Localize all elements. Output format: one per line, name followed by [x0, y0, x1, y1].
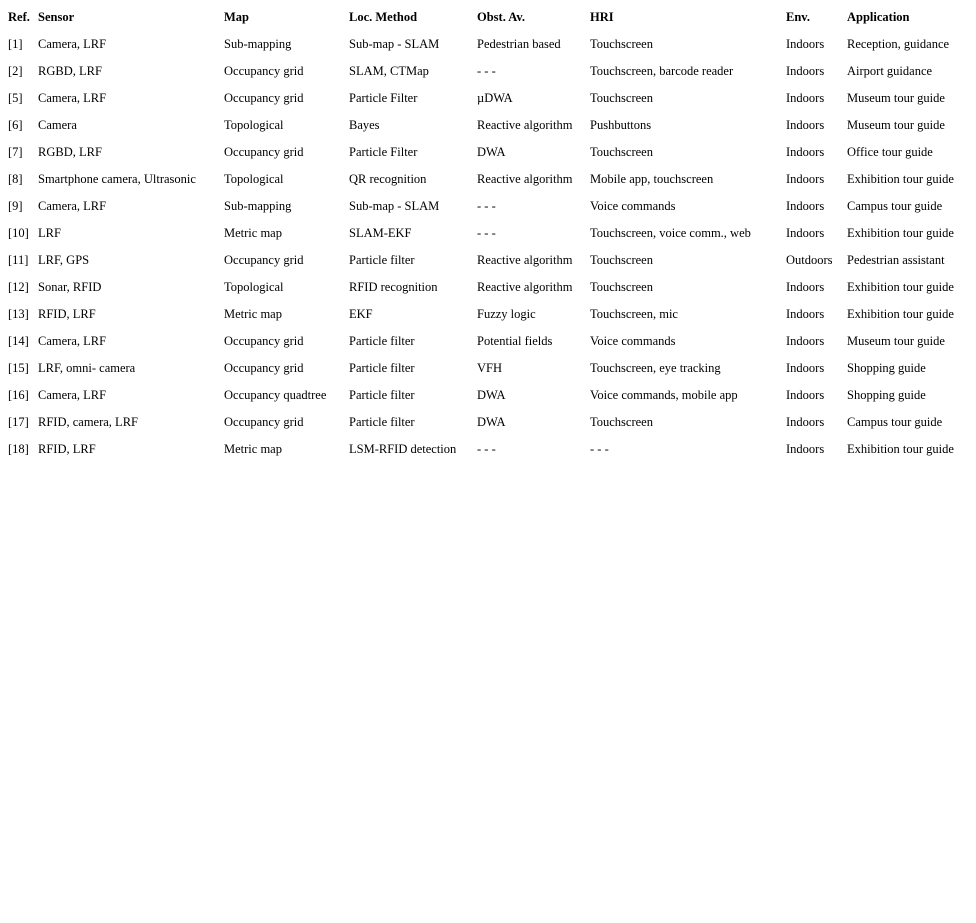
cell-env: Indoors: [786, 415, 825, 429]
comparison-table-container: [4, 4, 972, 463]
cell-obst-av: - - -: [477, 64, 496, 78]
cell-obst-av: Reactive algorithm: [477, 253, 573, 267]
cell-obst-av: VFH: [477, 361, 503, 375]
cell-sensor: Sonar, RFID: [38, 280, 102, 294]
cell-map: Topological: [224, 118, 284, 132]
table-row: [4, 166, 972, 193]
cell-ref: [18]: [8, 442, 29, 456]
cell-obst-av: µDWA: [477, 91, 513, 105]
cell-obst-av: Reactive algorithm: [477, 172, 573, 186]
cell-loc-method: Sub-map - SLAM: [349, 199, 440, 213]
cell-env: Indoors: [786, 334, 825, 348]
cell-application: Office tour guide: [847, 145, 933, 159]
cell-sensor: LRF, GPS: [38, 253, 90, 267]
header-hri: HRI: [590, 10, 614, 24]
cell-ref: [14]: [8, 334, 29, 348]
cell-application: Airport guidance: [847, 64, 933, 78]
cell-env: Indoors: [786, 442, 825, 456]
table-row: [4, 274, 972, 301]
cell-ref: [12]: [8, 280, 29, 294]
cell-hri: Mobile app, touchscreen: [590, 172, 714, 186]
table-row: [4, 436, 972, 463]
cell-sensor: RFID, camera, LRF: [38, 415, 138, 429]
cell-hri: Touchscreen: [590, 37, 653, 51]
cell-hri: Pushbuttons: [590, 118, 652, 132]
cell-loc-method: Particle filter: [349, 361, 415, 375]
cell-obst-av: DWA: [477, 388, 506, 402]
cell-map: Occupancy grid: [224, 64, 304, 78]
cell-loc-method: SLAM, CTMap: [349, 64, 429, 78]
cell-obst-av: Potential fields: [477, 334, 553, 348]
cell-map: Metric map: [224, 226, 282, 240]
cell-sensor: RGBD, LRF: [38, 145, 102, 159]
cell-hri: Touchscreen: [590, 145, 653, 159]
cell-application: Shopping guide: [847, 388, 926, 402]
cell-hri: Touchscreen, barcode reader: [590, 64, 734, 78]
cell-application: Museum tour guide: [847, 334, 945, 348]
table-body: [4, 31, 972, 463]
cell-obst-av: - - -: [477, 199, 496, 213]
cell-loc-method: Particle Filter: [349, 91, 418, 105]
cell-sensor: RGBD, LRF: [38, 64, 102, 78]
table-row: [4, 31, 972, 58]
cell-loc-method: EKF: [349, 307, 373, 321]
cell-map: Sub-mapping: [224, 199, 292, 213]
table-row: [4, 355, 972, 382]
cell-application: Museum tour guide: [847, 91, 945, 105]
cell-hri: Touchscreen, eye tracking: [590, 361, 721, 375]
cell-ref: [1]: [8, 37, 23, 51]
cell-loc-method: LSM-RFID detection: [349, 442, 457, 456]
cell-ref: [8]: [8, 172, 23, 186]
table-row: [4, 139, 972, 166]
cell-ref: [6]: [8, 118, 23, 132]
cell-map: Occupancy grid: [224, 91, 304, 105]
cell-hri: Touchscreen: [590, 415, 653, 429]
header-loc-method: Loc. Method: [349, 10, 418, 24]
cell-application: Pedestrian assistant: [847, 253, 945, 267]
cell-sensor: Camera, LRF: [38, 199, 107, 213]
table-row: [4, 328, 972, 355]
cell-application: Shopping guide: [847, 361, 926, 375]
cell-map: Occupancy grid: [224, 415, 304, 429]
table-row: [4, 193, 972, 220]
cell-hri: Touchscreen: [590, 253, 653, 267]
cell-env: Indoors: [786, 307, 825, 321]
cell-obst-av: - - -: [477, 442, 496, 456]
cell-loc-method: RFID recognition: [349, 280, 438, 294]
cell-hri: Voice commands: [590, 334, 676, 348]
cell-obst-av: Reactive algorithm: [477, 280, 573, 294]
cell-map: Occupancy grid: [224, 145, 304, 159]
cell-env: Indoors: [786, 37, 825, 51]
cell-application: Exhibition tour guide: [847, 442, 954, 456]
cell-env: Indoors: [786, 118, 825, 132]
cell-map: Occupancy quadtree: [224, 388, 327, 402]
cell-hri: Voice commands, mobile app: [590, 388, 738, 402]
cell-sensor: LRF, omni- camera: [38, 361, 136, 375]
header-ref: Ref.: [8, 10, 30, 24]
cell-application: Campus tour guide: [847, 415, 943, 429]
table-row: [4, 247, 972, 274]
cell-env: Indoors: [786, 91, 825, 105]
cell-loc-method: Particle filter: [349, 334, 415, 348]
cell-obst-av: - - -: [477, 226, 496, 240]
cell-env: Indoors: [786, 145, 825, 159]
cell-obst-av: Pedestrian based: [477, 37, 561, 51]
cell-ref: [2]: [8, 64, 23, 78]
cell-ref: [13]: [8, 307, 29, 321]
cell-map: Metric map: [224, 442, 282, 456]
cell-hri: Touchscreen: [590, 280, 653, 294]
cell-sensor: RFID, LRF: [38, 442, 96, 456]
cell-loc-method: Particle Filter: [349, 145, 418, 159]
cell-env: Indoors: [786, 64, 825, 78]
cell-ref: [11]: [8, 253, 29, 267]
cell-ref: [7]: [8, 145, 23, 159]
cell-env: Indoors: [786, 361, 825, 375]
table-row: [4, 409, 972, 436]
cell-ref: [15]: [8, 361, 29, 375]
cell-map: Topological: [224, 280, 284, 294]
cell-obst-av: DWA: [477, 145, 506, 159]
header-map: Map: [224, 10, 249, 24]
cell-application: Exhibition tour guide: [847, 280, 954, 294]
cell-application: Campus tour guide: [847, 199, 943, 213]
cell-sensor: Camera, LRF: [38, 37, 107, 51]
cell-loc-method: Bayes: [349, 118, 380, 132]
cell-map: Topological: [224, 172, 284, 186]
cell-loc-method: Sub-map - SLAM: [349, 37, 440, 51]
table-row: [4, 301, 972, 328]
cell-sensor: Smartphone camera, Ultrasonic: [38, 172, 196, 186]
table-row: [4, 85, 972, 112]
cell-hri: - - -: [590, 442, 609, 456]
cell-obst-av: Reactive algorithm: [477, 118, 573, 132]
cell-loc-method: Particle filter: [349, 253, 415, 267]
cell-obst-av: Fuzzy logic: [477, 307, 536, 321]
cell-hri: Touchscreen, voice comm., web: [590, 226, 751, 240]
table-row: [4, 382, 972, 409]
table-row: [4, 58, 972, 85]
cell-map: Sub-mapping: [224, 37, 292, 51]
cell-obst-av: DWA: [477, 415, 506, 429]
cell-map: Occupancy grid: [224, 253, 304, 267]
cell-loc-method: Particle filter: [349, 415, 415, 429]
cell-env: Indoors: [786, 172, 825, 186]
table-row: [4, 112, 972, 139]
cell-map: Occupancy grid: [224, 361, 304, 375]
cell-ref: [5]: [8, 91, 23, 105]
table-header-row: [4, 4, 972, 31]
cell-application: Exhibition tour guide: [847, 307, 954, 321]
cell-map: Metric map: [224, 307, 282, 321]
cell-map: Occupancy grid: [224, 334, 304, 348]
header-obst-av: Obst. Av.: [477, 10, 526, 24]
cell-sensor: Camera, LRF: [38, 388, 107, 402]
cell-ref: [17]: [8, 415, 29, 429]
header-env: Env.: [786, 10, 810, 24]
cell-ref: [16]: [8, 388, 29, 402]
cell-loc-method: SLAM-EKF: [349, 226, 412, 240]
cell-hri: Voice commands: [590, 199, 676, 213]
cell-ref: [9]: [8, 199, 23, 213]
cell-hri: Touchscreen, mic: [590, 307, 678, 321]
cell-sensor: RFID, LRF: [38, 307, 96, 321]
cell-sensor: Camera, LRF: [38, 91, 107, 105]
cell-env: Outdoors: [786, 253, 833, 267]
cell-loc-method: QR recognition: [349, 172, 427, 186]
cell-env: Indoors: [786, 226, 825, 240]
cell-env: Indoors: [786, 388, 825, 402]
cell-loc-method: Particle filter: [349, 388, 415, 402]
cell-env: Indoors: [786, 199, 825, 213]
header-application: Application: [847, 10, 910, 24]
cell-hri: Touchscreen: [590, 91, 653, 105]
cell-sensor: Camera, LRF: [38, 334, 107, 348]
cell-application: Reception, guidance: [847, 37, 950, 51]
table-row: [4, 220, 972, 247]
cell-sensor: LRF: [38, 226, 61, 240]
comparison-table: [4, 4, 972, 463]
cell-ref: [10]: [8, 226, 29, 240]
cell-application: Exhibition tour guide: [847, 172, 954, 186]
cell-application: Exhibition tour guide: [847, 226, 954, 240]
cell-env: Indoors: [786, 280, 825, 294]
cell-application: Museum tour guide: [847, 118, 945, 132]
cell-sensor: Camera: [38, 118, 77, 132]
header-sensor: Sensor: [38, 10, 75, 24]
